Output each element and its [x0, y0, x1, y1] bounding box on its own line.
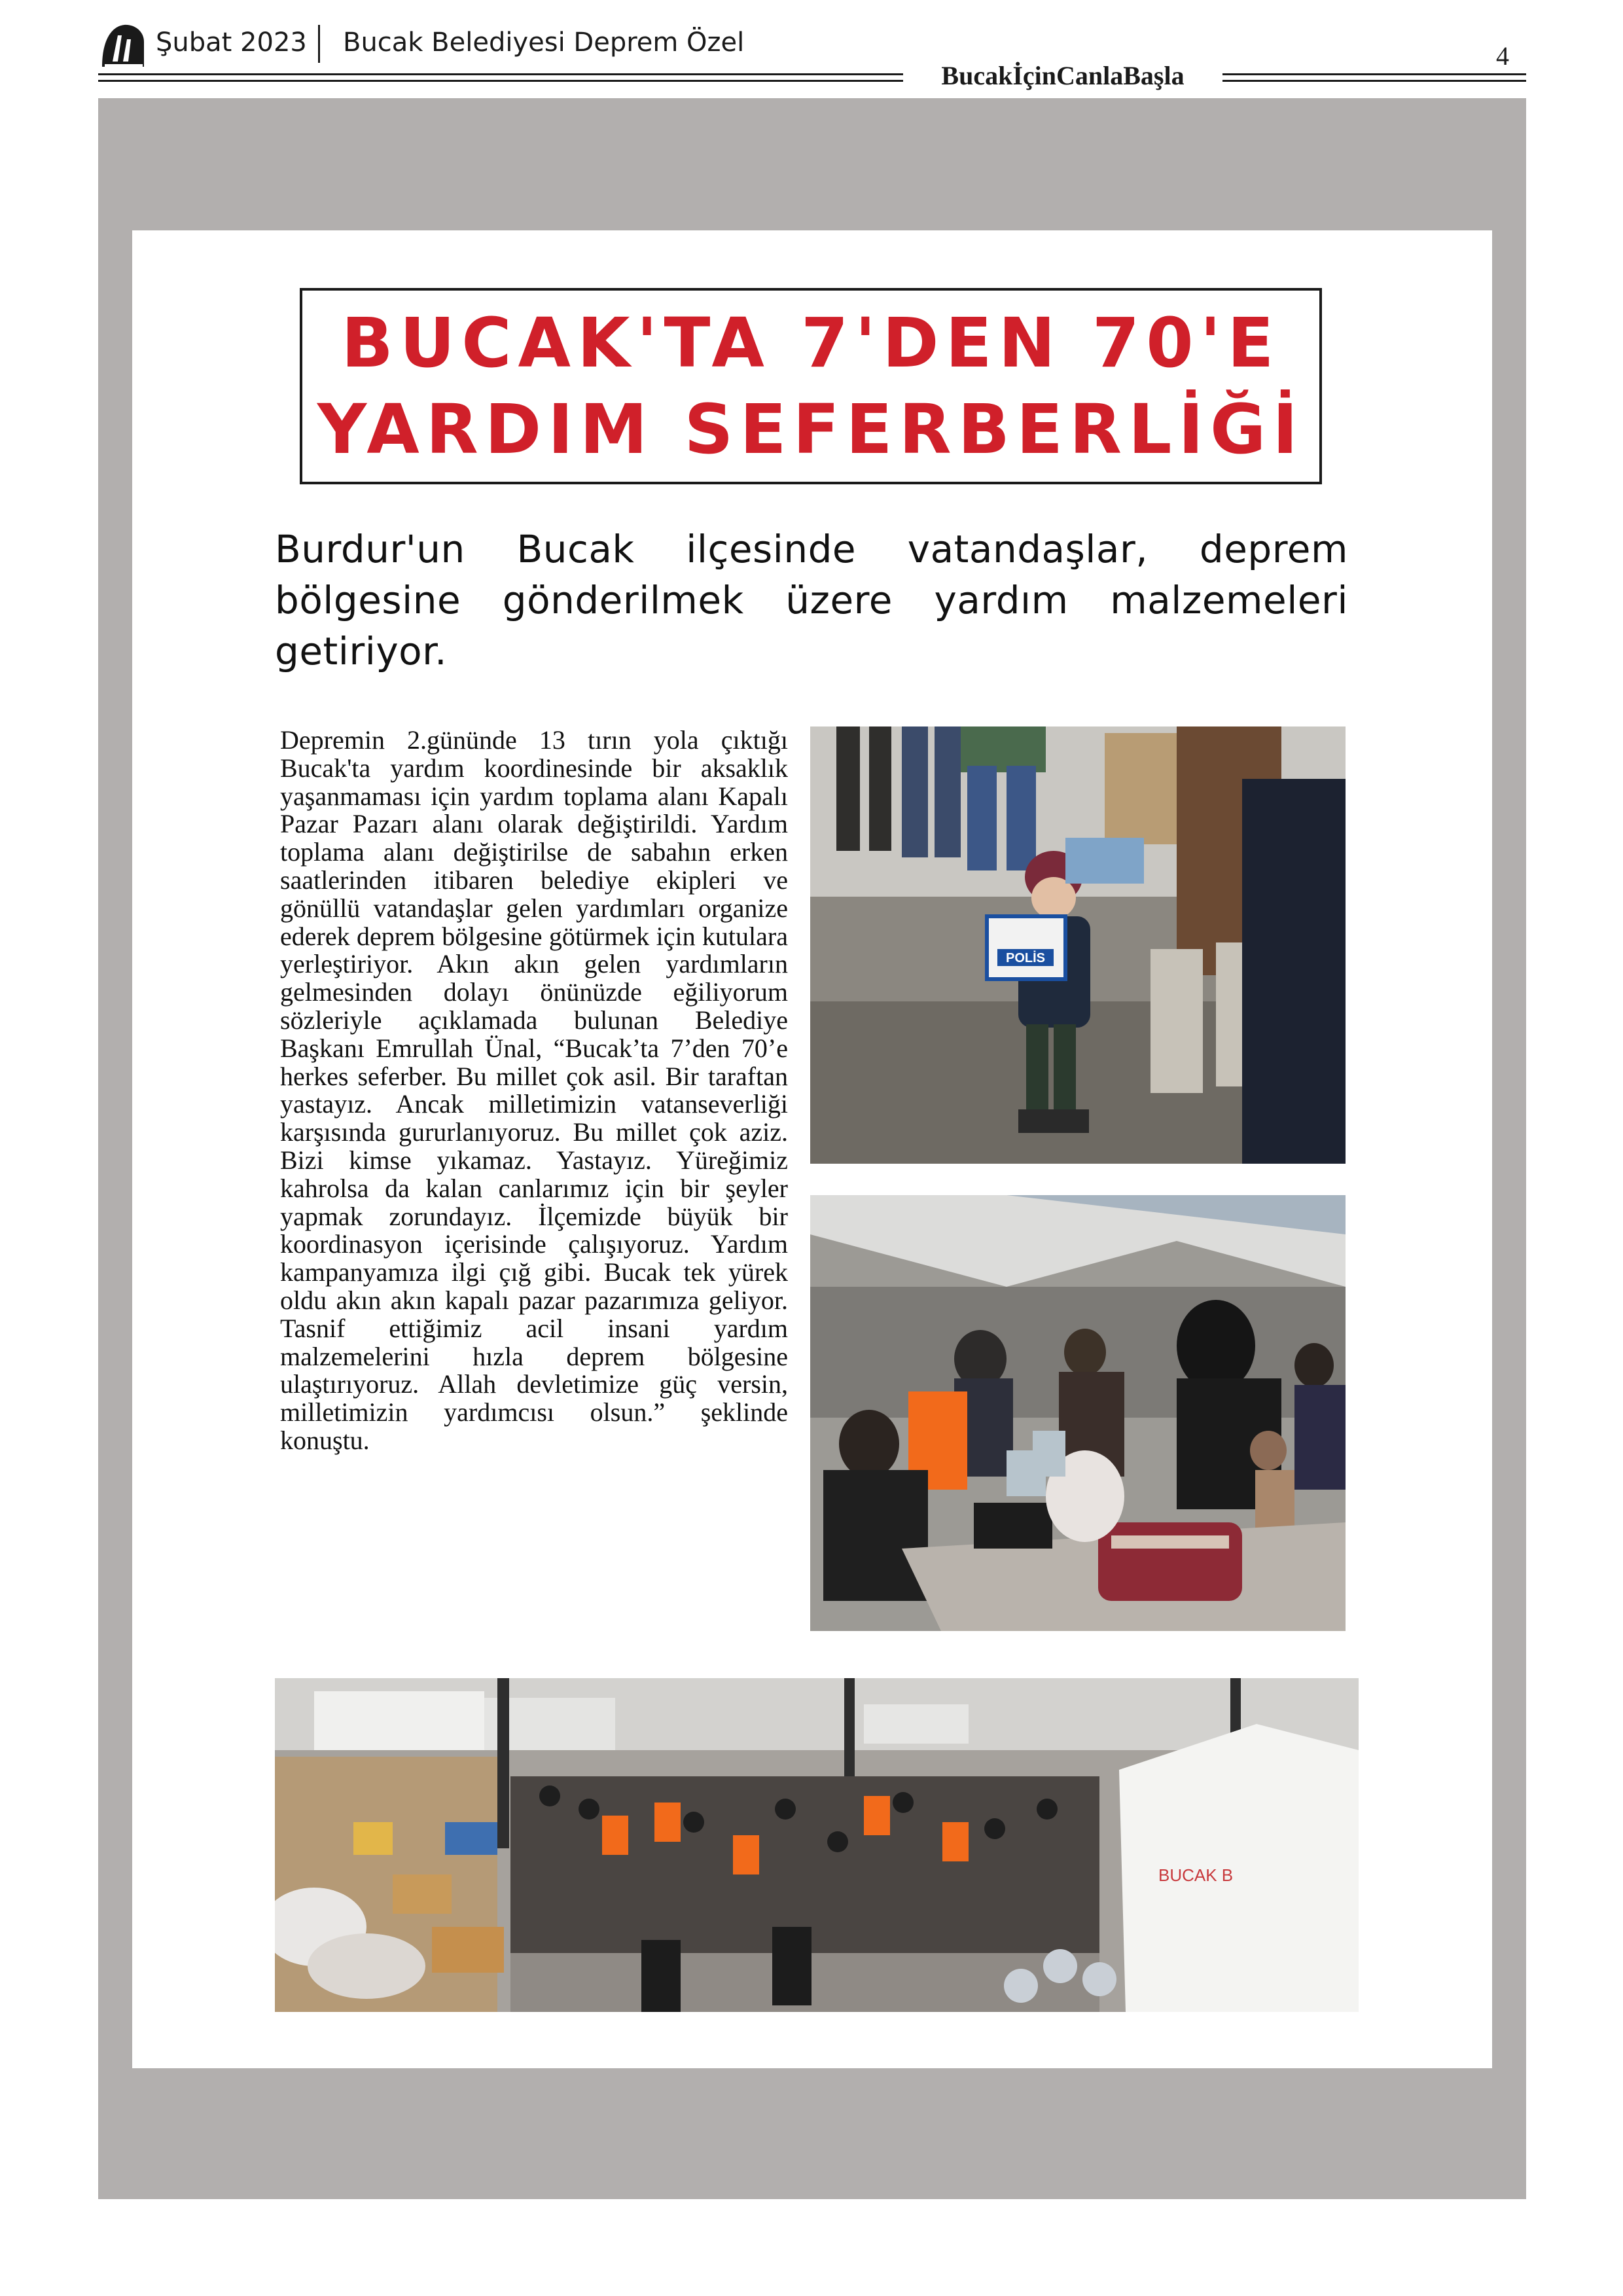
header-rule — [98, 80, 903, 82]
photo-child-with-toy — [810, 726, 1346, 1164]
issue-date: Şubat 2023 — [156, 27, 307, 58]
headline-line-2: YARDIM SEFERBERLİĞİ — [317, 389, 1305, 469]
photo-collection-area — [275, 1678, 1359, 2012]
slogan: BucakİçinCanlaBaşla — [941, 61, 1185, 90]
headline-box — [300, 288, 1322, 484]
header-rule — [1222, 73, 1526, 75]
header-rule — [1222, 80, 1526, 82]
article-lead: Burdur'un Bucak ilçesinde vatandaşlar, deprem bölgesine gönderilmek üzere yardım malzemeleri getiriyor. — [275, 527, 1348, 673]
photo-aid-desk — [810, 1195, 1346, 1631]
header-rule — [98, 73, 903, 75]
article-body: Depremin 2.gününde 13 tırın yola çıktığı Bucak'ta yardım koordinesinde bir aksaklık yaşanmaması için yardım toplama alanı Kapalı Pazar Pazarı alanı olarak değiştirildi. Yardım toplama alanı değiştirilse de sabahın erken saatlerinden itibaren belediye ekipleri ve gönüllü vatandaşlar gelen yardımları organize ederek deprem bölgesine götürmek için kutulara yerleştiriyor. Akın akın gelen yardımların gelmesinden dolayı önünüzde eğiliyorum sözleriyle açıklamada bulunan Belediye Başkanı Emrullah Ünal, “Bucak’ta 7’den 70’e herkes seferber. Bu millet çok asil. Bir taraftan yastayız. Ancak milletimizin vatanseverliği karşısında gururlanıyoruz. Bu millet çok aziz. Bizi kimse yıkamaz. Yastayız. Yüreğimiz kahrolsa da kalan canlarımız için bir şeyler yapmak zorundayız. İlçemizde büyük bir koordinasyon içerisinde çalışıyoruz. Yardım kampanyamıza ilgi çığ gibi. Bucak tek yürek oldu akın akın kapalı pazar pazarımıza geliyor. Tasnif ettiğimiz acil insani yardım malzemelerini hızla deprem bölgesine ulaştırıyoruz. Allah devletimize güç versin, milletimizin yardımcısı olsun.” şeklinde konuştu. — [280, 725, 788, 1455]
tent-label: BUCAK B — [1158, 1865, 1234, 1885]
headline-line-1: BUCAK'TA 7'DEN 70'E — [341, 303, 1281, 383]
municipality-logo — [98, 21, 148, 71]
header-separator — [318, 25, 320, 63]
page-number: 4 — [1496, 41, 1509, 71]
toy-box-label: POLİS — [1005, 951, 1046, 965]
publication-title: Bucak Belediyesi Deprem Özel — [343, 27, 745, 58]
